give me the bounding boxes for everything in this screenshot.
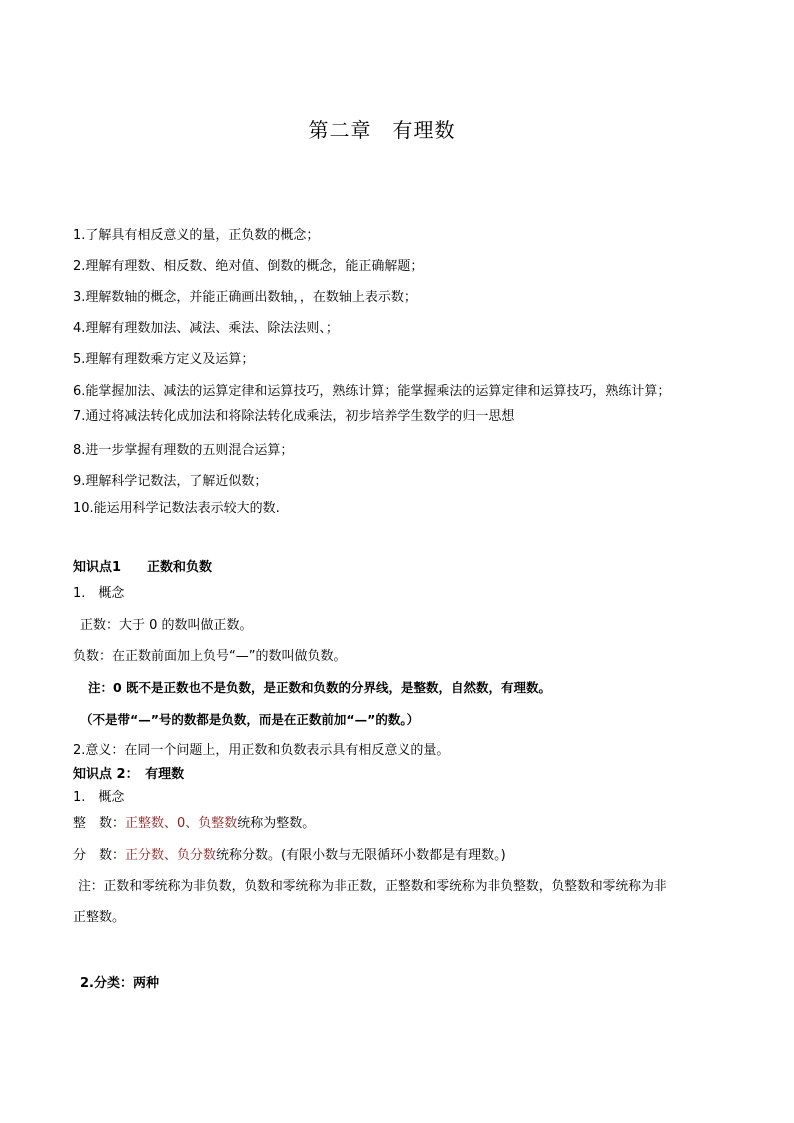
objective-6: 6.能掌握加法、减法的运算定律和运算技巧，熟练计算；能掌握乘法的运算定律和运算技巧，熟练计算； bbox=[73, 384, 671, 399]
integer-rest: 统称为整数。 bbox=[237, 816, 316, 831]
kp2-fraction bbox=[73, 847, 506, 865]
kp2-note-line2: 正整数。 bbox=[73, 910, 126, 925]
objective-5: 5.理解有理数乘方定义及运算； bbox=[73, 352, 255, 367]
objective-1: 1.了解具有相反意义的量，正负数的概念； bbox=[73, 228, 320, 243]
fraction-rest: 统称分数。(有限小数与无限循环小数都是有理数。) bbox=[216, 848, 506, 863]
kp2-heading: 知识点 2： 有理数 bbox=[73, 767, 185, 782]
page-title: 第二章 有理数 bbox=[308, 118, 456, 142]
kp1-positive: 正数：大于 0 的数叫做正数。 bbox=[80, 618, 253, 633]
kp1-heading: 知识点1 正数和负数 bbox=[73, 560, 213, 575]
kp1-note: 注：0 既不是正数也不是负数，是正数和负数的分界线，是整数，自然数，有理数。 bbox=[88, 680, 552, 695]
kp1-meaning: 2.意义：在同一个问题上，用正数和负数表示具有相反意义的量。 bbox=[73, 743, 450, 758]
objective-7: 7.通过将减法转化成加法和将除法转化成乘法，初步培养学生数学的归一思想 bbox=[73, 409, 515, 424]
kp2-concept: 1. 概念 bbox=[73, 790, 125, 805]
kp2-classification: 2.分类：两种 bbox=[80, 976, 159, 991]
objective-8: 8.进一步掌握有理数的五则混合运算； bbox=[73, 443, 294, 458]
kp1-concept: 1. 概念 bbox=[73, 586, 125, 601]
fraction-label: 分 数： bbox=[73, 848, 126, 863]
kp2-integer bbox=[73, 815, 315, 833]
objective-2: 2.理解有理数、相反数、绝对值、倒数的概念，能正确解题； bbox=[73, 259, 424, 274]
fraction-types: 正分数、负分数 bbox=[125, 848, 217, 863]
integer-types: 正整数、0、负整数 bbox=[125, 816, 238, 831]
kp2-note-line1: 注：正数和零统称为非负数，负数和零统称为非正数，正整数和零统称为非负整数，负整数和零统称为非 bbox=[78, 879, 667, 894]
objective-4: 4.理解有理数加法、减法、乘法、除法法则、； bbox=[73, 321, 339, 336]
objective-10: 10.能运用科学记数法表示较大的数. bbox=[73, 501, 280, 516]
integer-label: 整 数： bbox=[73, 816, 126, 831]
objective-3: 3.理解数轴的概念，并能正确画出数轴，，在数轴上表示数； bbox=[73, 290, 417, 305]
objective-9: 9.理解科学记数法，了解近似数； bbox=[73, 474, 268, 489]
kp1-negative: 负数：在正数前面加上负号“—”的数叫做负数。 bbox=[73, 649, 347, 664]
kp1-note-paren: （不是带“—”号的数都是负数，而是在正数前加“—”的数。） bbox=[80, 712, 420, 727]
